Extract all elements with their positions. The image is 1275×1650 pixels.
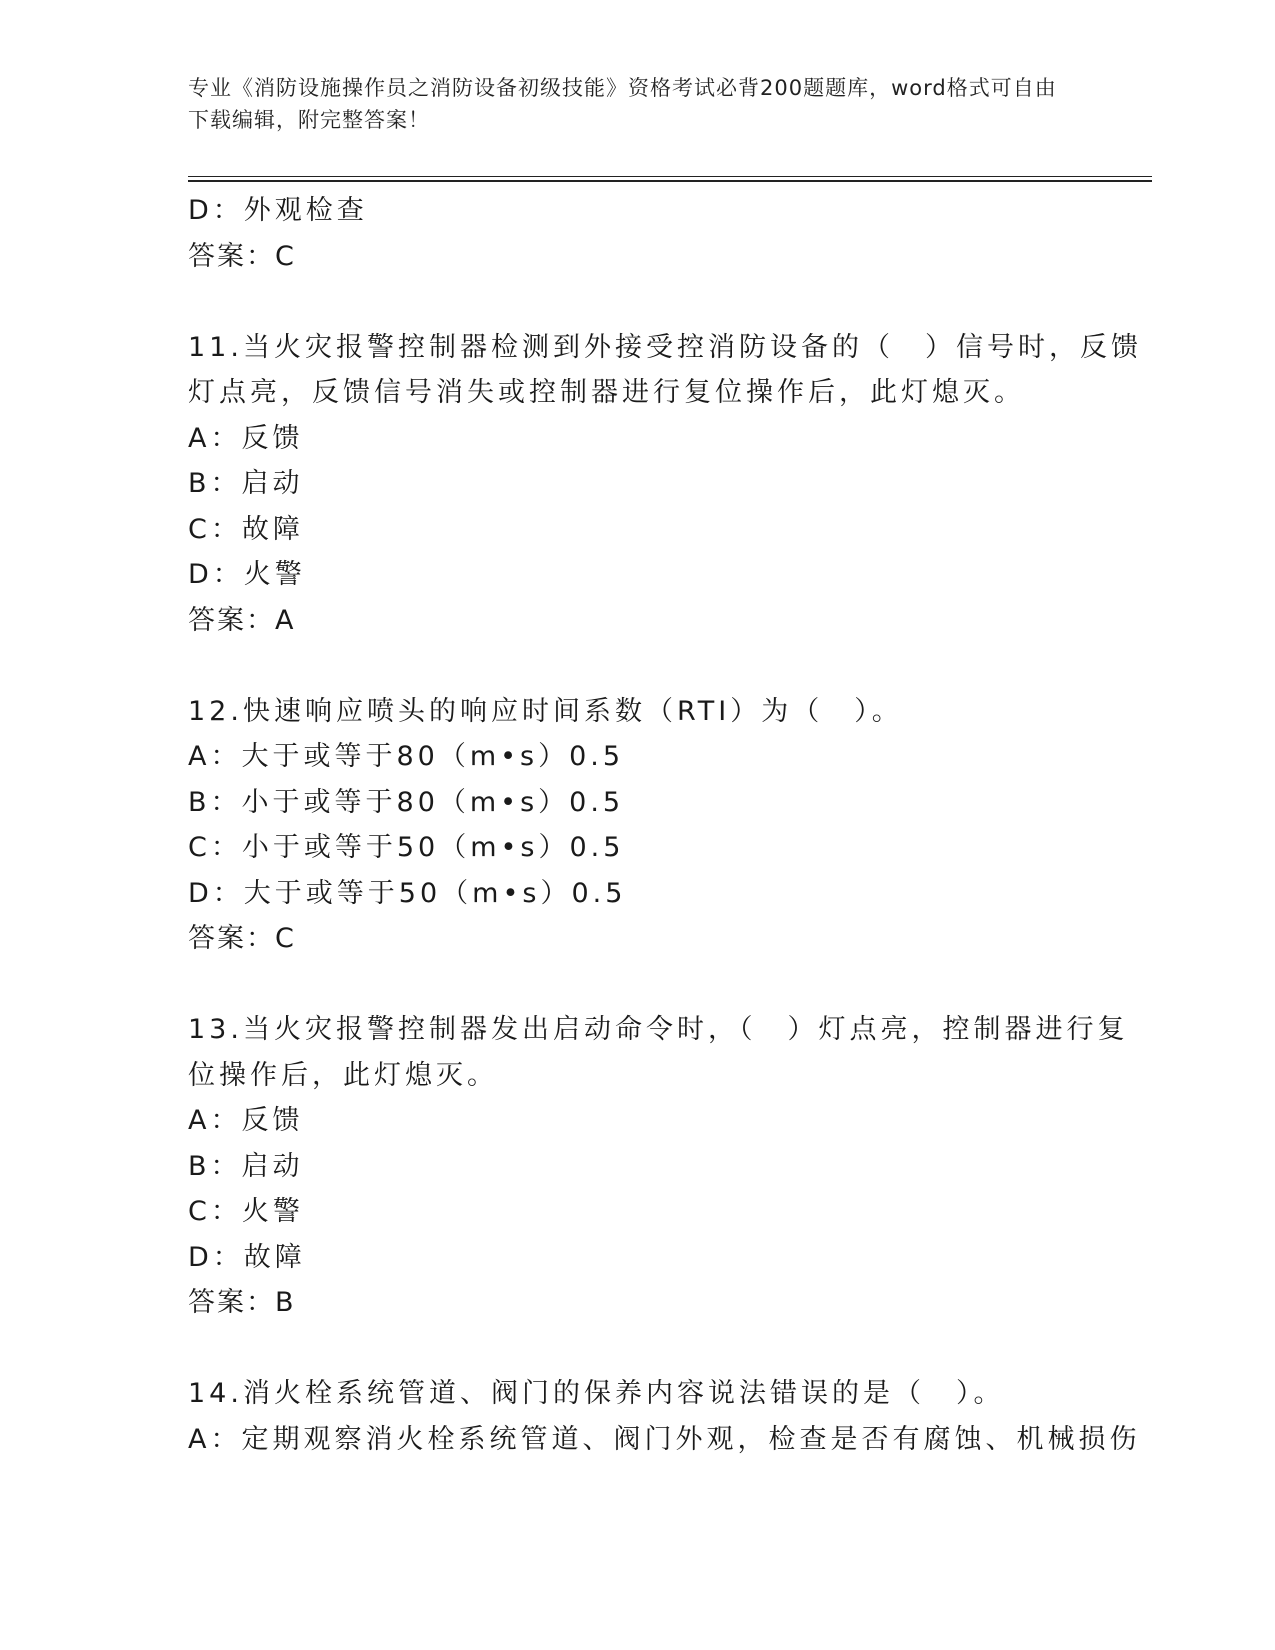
question-stem: 灯点亮，反馈信号消失或控制器进行复位操作后，此灯熄灭。	[188, 377, 1025, 408]
option-a: A：反馈	[188, 1105, 304, 1136]
option-b: B：启动	[188, 1150, 304, 1182]
answer-line: 答案：C	[188, 240, 296, 272]
spacer	[188, 1326, 1088, 1372]
question-13	[188, 1007, 1129, 1326]
question-stem: 14.消火栓系统管道、阀门的保养内容说法错误的是（ ）。	[188, 1378, 1005, 1409]
document-header: 专业《消防设施操作员之消防设备初级技能》资格考试必背200题题库，word格式可自由下载编辑，附完整答案！	[188, 76, 1057, 132]
option-d: D：大于或等于50（m•s）0.5	[188, 877, 627, 909]
spacer	[188, 643, 1088, 689]
question-stem: 13.当火灾报警控制器发出启动命令时，（ ）灯点亮，控制器进行复	[188, 1014, 1129, 1045]
answer-line: 答案：A	[188, 604, 296, 636]
option-a: A：反馈	[188, 422, 304, 454]
option-c: C：火警	[188, 1196, 304, 1227]
spacer	[188, 279, 1088, 325]
question-stem: 11.当火灾报警控制器检测到外接受控消防设备的（ ）信号时，反馈	[188, 331, 1142, 363]
option-d: D：外观检查	[188, 195, 368, 226]
option-d: D：故障	[188, 1241, 306, 1273]
question-stem: 位操作后，此灯熄灭。	[188, 1059, 498, 1091]
question-list	[188, 188, 1142, 1462]
question-stem: 12.快速响应喷头的响应时间系数（RTI）为（ ）。	[188, 695, 903, 727]
spacer	[188, 962, 1088, 1008]
option-b: B：启动	[188, 468, 304, 499]
answer-line: 答案：B	[188, 1287, 296, 1318]
option-c: C：小于或等于50（m•s）0.5	[188, 832, 625, 863]
option-d: D：火警	[188, 559, 306, 590]
question-14	[188, 1371, 1141, 1462]
header-divider-thick	[188, 180, 1152, 182]
option-a: A：大于或等于80（m•s）0.5	[188, 741, 625, 772]
question-11	[188, 325, 1142, 644]
header-divider-thin	[188, 176, 1152, 177]
option-a: A：定期观察消火栓系统管道、阀门外观，检查是否有腐蚀、机械损伤	[188, 1423, 1141, 1455]
answer-line: 答案：C	[188, 923, 296, 954]
option-c: C：故障	[188, 513, 304, 545]
question-12	[188, 689, 1088, 962]
option-b: B：小于或等于80（m•s）0.5	[188, 786, 625, 818]
